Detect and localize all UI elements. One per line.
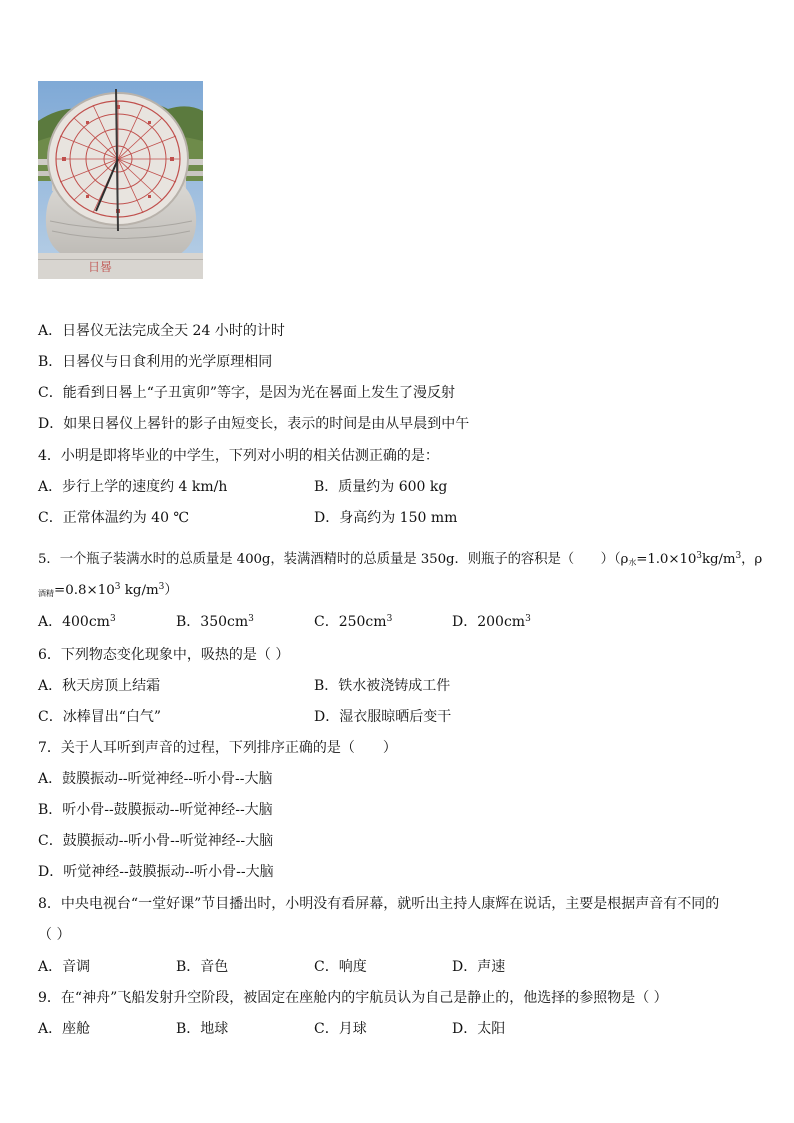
svg-text:日晷: 日晷 [88, 260, 113, 274]
q6-option-c: C．冰棒冒出“白气” [38, 709, 162, 725]
q8-stem: 8．中央电视台“一堂好课”节目播出时，小明没有看屏幕，就听出主持人康辉在说话，主要是根据声音有不同的 [38, 896, 720, 912]
q3-option-b: B．日晷仪与日食利用的光学原理相同 [38, 354, 273, 370]
q8-option-d: D．声速 [452, 959, 506, 975]
q3-option-c: C．能看到日晷上“子丑寅卯”等字，是因为光在晷面上发生了漫反射 [38, 385, 456, 401]
rho-alcohol-exponent: 3 [114, 582, 121, 592]
q6-option-b: B．铁水被浇铸成工件 [314, 678, 451, 694]
q5-stem-text: 5．一个瓶子装满水时的总质量是 400g，装满酒精时的总质量是 350g．则瓶子的容积是（ ）（ρ [38, 552, 629, 567]
rho-water-value: =1.0×10 [636, 552, 697, 567]
rho-alcohol-value: =0.8×10 [54, 583, 115, 598]
q4-option-c: C．正常体温约为 40 ℃ [38, 510, 190, 526]
q7-option-a: A．鼓膜振动--听觉神经--听小骨--大脑 [38, 771, 273, 787]
q7-stem: 7．关于人耳听到声音的过程，下列排序正确的是（ ） [38, 740, 397, 756]
q9-option-d: D．太阳 [452, 1021, 506, 1037]
q9-option-c: C．月球 [314, 1021, 367, 1037]
rho-water-unit: kg/m [701, 552, 736, 567]
q4-option-d: D．身高约为 150 mm [314, 510, 458, 526]
q5-option-d: D．$200cm^3$ [452, 614, 531, 630]
q8-option-c: C．响度 [314, 959, 367, 975]
sundial-photo-icon [38, 81, 203, 279]
sundial-caption [88, 260, 112, 274]
q5-option-a: A．$400cm^3$ [38, 614, 116, 630]
q3-option-d: D．如果日晷仪上晷针的影子由短变长，表示的时间是由从早晨到中午 [38, 416, 470, 432]
q5-option-b: B．$350cm^3$ [176, 614, 254, 630]
q7-option-c: C．鼓膜振动--听小骨--听觉神经--大脑 [38, 833, 274, 849]
q9-option-a: A．座舱 [38, 1021, 91, 1037]
rho-alcohol-unit-exponent: 3 [158, 582, 165, 592]
q5-stem-line2 [38, 582, 178, 600]
q9-stem: 9．在“神舟”飞船发射升空阶段，被固定在座舱内的宇航员认为自己是静止的，他选择的参照物是（ ） [38, 990, 668, 1006]
q6-option-d: D．湿衣服晾晒后变干 [314, 709, 452, 725]
q5-option-c: C．$250cm^3$ [314, 614, 393, 630]
q4-stem: 4．小明是即将毕业的中学生，下列对小明的相关估测正确的是： [38, 448, 439, 464]
q4-option-b: B．质量约为 600 kg [314, 479, 448, 495]
rho-alcohol-subscript: 酒精 [38, 589, 54, 598]
q5-stem [38, 551, 762, 569]
q9-option-b: B．地球 [176, 1021, 229, 1037]
q3-option-a: A．日晷仪无法完成全天 24 小时的计时 [38, 323, 285, 339]
rho-water-exponent: 3 [696, 551, 702, 561]
q5-close-paren: ） [164, 583, 178, 598]
q8-option-a: A．音调 [38, 959, 91, 975]
q8-stem-line2: （ ） [38, 927, 71, 943]
q7-option-d: D．听觉神经--鼓膜振动--听小骨--大脑 [38, 864, 274, 880]
rho-water-subscript: 水 [628, 558, 637, 567]
q6-option-a: A．秋天房顶上结霜 [38, 678, 161, 694]
q6-stem: 6．下列物态变化现象中，吸热的是（ ） [38, 647, 290, 663]
rho-alcohol-unit: kg/m [120, 583, 159, 598]
q7-option-b: B．听小骨--鼓膜振动--听觉神经--大脑 [38, 802, 273, 818]
sundial-image [38, 81, 203, 279]
q5-separator: ，ρ [741, 552, 763, 567]
q8-option-b: B．音色 [176, 959, 229, 975]
rho-water-unit-exponent: 3 [735, 551, 742, 561]
q4-option-a: A．步行上学的速度约 4 km/h [38, 479, 228, 495]
